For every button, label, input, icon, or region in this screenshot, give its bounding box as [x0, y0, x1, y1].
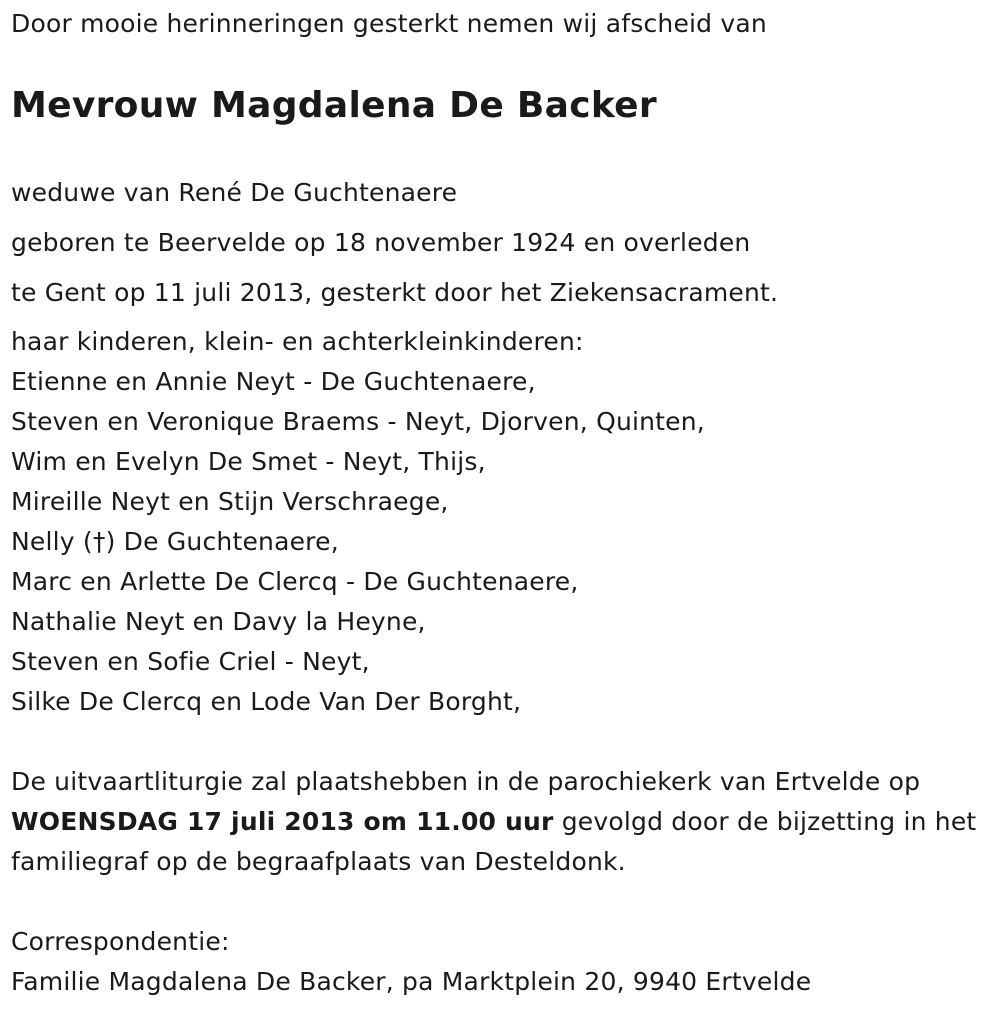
family-heading: haar kinderen, klein- en achterkleinkinderen:	[11, 327, 584, 356]
family-line: Steven en Sofie Criel - Neyt,	[11, 647, 370, 676]
widow-text: weduwe van René De Guchtenaere	[11, 178, 458, 207]
funeral-date: WOENSDAG 17 juli 2013 om 11.00 uur	[11, 807, 554, 836]
family-line: Wim en Evelyn De Smet - Neyt, Thijs,	[11, 447, 486, 476]
funeral-text-continued: gevolgd door de bijzetting in het	[553, 807, 977, 836]
family-line: Steven en Veronique Braems - Neyt, Djorven, Quinten,	[11, 407, 705, 436]
funeral-text-line1: De uitvaartliturgie zal plaatshebben in de parochiekerk van Ertvelde op	[11, 767, 921, 796]
family-line: Silke De Clercq en Lode Van Der Borght,	[11, 687, 522, 716]
family-line: Marc en Arlette De Clercq - De Guchtenaere,	[11, 567, 579, 596]
family-line: Mireille Neyt en Stijn Verschraege,	[11, 487, 449, 516]
birth-text: geboren te Beervelde op 18 november 1924 en overleden	[11, 228, 751, 257]
funeral-text-line2	[11, 806, 976, 838]
family-line: Etienne en Annie Neyt - De Guchtenaere,	[11, 367, 536, 396]
family-line: Nelly (†) De Guchtenaere,	[11, 527, 339, 556]
funeral-text-line3: familiegraf op de begraafplaats van Desteldonk.	[11, 847, 626, 876]
family-line: Nathalie Neyt en Davy la Heyne,	[11, 607, 426, 636]
intro-text: Door mooie herinneringen gesterkt nemen wij afscheid van	[11, 9, 767, 38]
death-text: te Gent op 11 juli 2013, gesterkt door het Ziekensacrament.	[11, 278, 779, 307]
correspondence-address: Familie Magdalena De Backer, pa Marktplein 20, 9940 Ertvelde	[11, 967, 812, 996]
deceased-name: Mevrouw Magdalena De Backer	[11, 85, 657, 126]
correspondence-label: Correspondentie:	[11, 927, 230, 956]
